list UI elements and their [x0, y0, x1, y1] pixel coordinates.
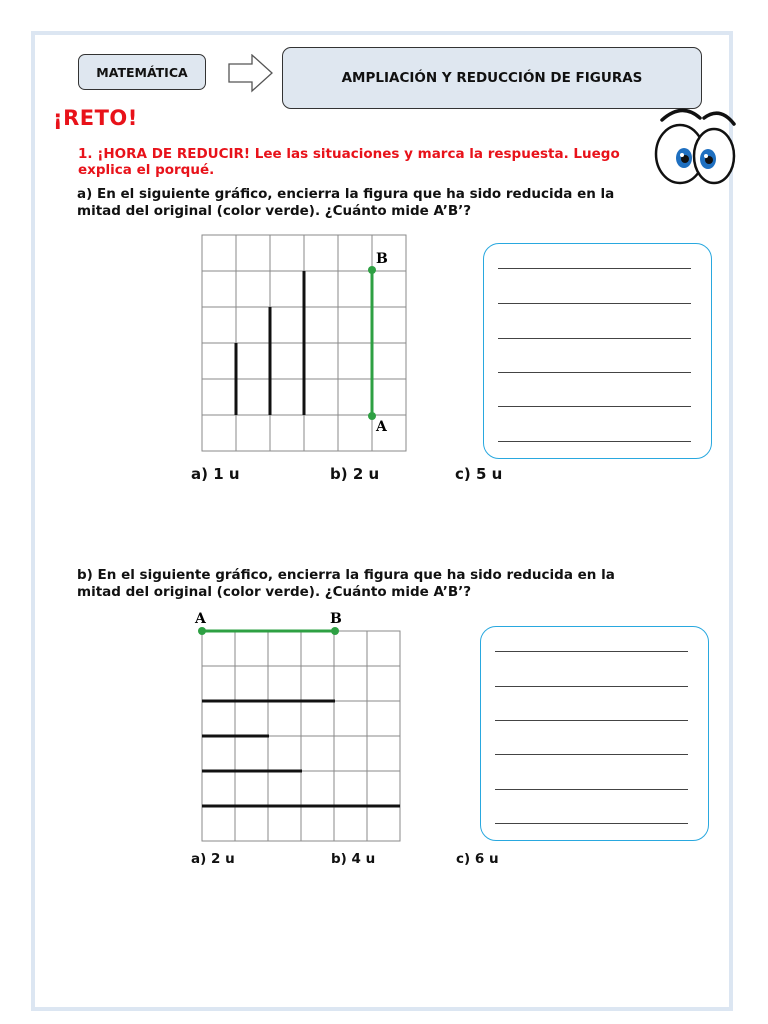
cartoon-eyes-icon: [648, 104, 736, 188]
question-a-text: a) En el siguiente gráfico, encierra la figura que ha sido reducida en la mitad del original (color verde). ¿Cuánto mide A’B’?: [77, 186, 615, 219]
answer-line: [498, 338, 691, 339]
point-a-dot-b: [198, 627, 206, 635]
arrow-right-outline-icon: [228, 54, 274, 94]
point-b-dot-b: [331, 627, 339, 635]
option-b-1[interactable]: a) 2 u: [191, 851, 235, 867]
subject-text: MATEMÁTICA: [96, 64, 188, 80]
point-a-label: A: [376, 419, 387, 435]
point-a-label-b: A: [195, 611, 206, 627]
answer-line: [495, 823, 688, 824]
option-a-2[interactable]: b) 2 u: [330, 465, 380, 483]
answer-line: [498, 372, 691, 373]
question-b: [77, 567, 697, 601]
question-b-text: b) En el siguiente gráfico, encierra la figura que ha sido reducida en la mitad del original (color verde). ¿Cuánto mide A’B’?: [77, 567, 615, 600]
answer-line: [495, 754, 688, 755]
challenge-heading: ¡RETO!: [53, 106, 138, 130]
option-a-3[interactable]: c) 5 u: [455, 465, 503, 483]
answer-line: [498, 303, 691, 304]
page-frame: [31, 31, 733, 1011]
option-a-1[interactable]: a) 1 u: [191, 465, 240, 483]
answer-line: [495, 651, 688, 652]
question-a: [77, 186, 697, 220]
answer-line: [498, 268, 691, 269]
option-b-3[interactable]: c) 6 u: [456, 851, 499, 867]
topic-title: [282, 47, 702, 109]
subject-label: [78, 54, 206, 90]
answer-box-b[interactable]: [480, 626, 709, 841]
topic-title-text: AMPLIACIÓN Y REDUCCIÓN DE FIGURAS: [341, 70, 643, 86]
instruction-text: 1. ¡HORA DE REDUCIR! Lee las situaciones y marca la respuesta. Luego explica el porqué.: [78, 146, 620, 178]
point-a-dot: [368, 412, 376, 420]
grid-a: [190, 232, 415, 457]
answer-line: [495, 720, 688, 721]
point-b-label: B: [376, 251, 388, 267]
answer-line: [495, 789, 688, 790]
point-b-dot: [368, 266, 376, 274]
grid-b: [190, 608, 410, 848]
option-b-2[interactable]: b) 4 u: [331, 851, 376, 867]
answer-line: [498, 441, 691, 442]
answer-box-a[interactable]: [483, 243, 712, 459]
point-b-label-b: B: [330, 611, 342, 627]
answer-line: [498, 406, 691, 407]
answer-line: [495, 686, 688, 687]
